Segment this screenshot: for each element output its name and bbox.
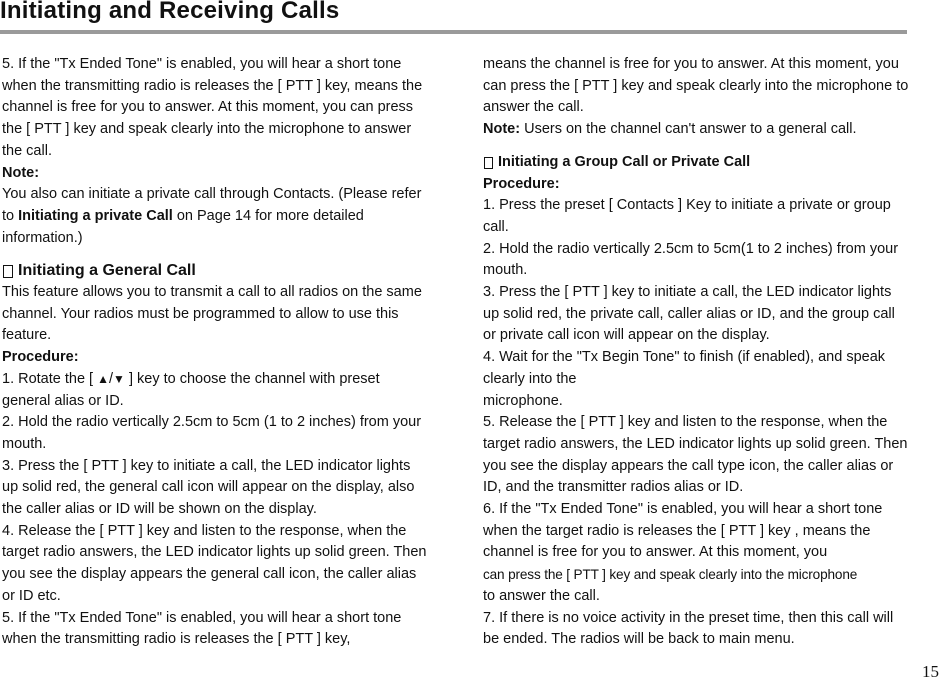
group-step-7: 7. If there is no voice activity in the preset time, then this call will be ended. The radios will be back to main menu. (483, 609, 894, 648)
general-step-3: 3. Press the [ PTT ] key to initiate a call, the LED indicator lights up solid red, the general call icon will appear on the display, also the caller alias or ID will be shown on the display. (2, 457, 415, 518)
group-step-4: 4. Wait for the "Tx Begin Tone" to finish (if enabled), and speak clearly into the (483, 349, 886, 387)
procedure-label: Procedure: (483, 175, 560, 192)
general-step-1 (2, 369, 430, 412)
note-text-before: You also can initiate a private call through Contacts. (Please refer to (2, 186, 422, 224)
page-number: 15 (922, 662, 939, 681)
down-arrow-icon: ▼ (113, 371, 125, 386)
arrow-separator: / (109, 370, 114, 387)
checkbox-square-icon (3, 265, 13, 278)
title-underline (0, 30, 907, 34)
group-step-6-line: can press the [ PTT ] key and speak clearly into the microphone (483, 567, 858, 583)
note-label: Note: (2, 164, 40, 181)
general-step-5-continued: means the channel is free for you to answer. At this moment, you can press the [ PTT ] key and speak clearly into the microphone to answer the call. (483, 56, 909, 116)
group-step-2: 2. Hold the radio vertically 2.5cm to 5cm(1 to 2 inches) from your mouth. (483, 240, 899, 279)
step-1-text-before: 1. Rotate the [ (2, 370, 98, 387)
private-call-reference: Initiating a private Call (18, 207, 173, 224)
group-step-5: 5. Release the [ PTT ] key and listen to the response, when the target radio answers, the LED indicator lights up solid green. Then you see the display appears the call type icon, the caller alias or ID, and the transmitter radios alias or ID. (483, 414, 908, 496)
left-column (2, 54, 430, 651)
general-call-intro: This feature allows you to transmit a call to all radios on the same channel. Your radios must be programmed to allow to use this feature. (2, 284, 422, 344)
general-call-heading-text: Initiating a General Call (18, 262, 196, 280)
group-step-4-continued: microphone. (483, 392, 563, 409)
receive-step-5: 5. If the "Tx Ended Tone" is enabled, you will hear a short tone when the transmitting radio is releases the [ PTT ] key, means the channel is free for you to answer. At this moment, you can press the [ PTT ] key and speak clearly into the microphone to answer the call. (2, 56, 423, 159)
general-step-4: 4. Release the [ PTT ] key and listen to the response, when the target radio answers, the LED indicator lights up solid green. Then you see the display appears the general call icon, the caller alias or ID etc. (2, 522, 427, 604)
note-label: Note: (483, 121, 521, 138)
general-step-5: 5. If the "Tx Ended Tone" is enabled, you will hear a short tone when the transmitting radio is releases the [ PTT ] key, (2, 609, 402, 648)
group-step-6-end: to answer the call. (483, 587, 600, 604)
note-text-after: on Page 14 for more detailed information.) (2, 207, 364, 246)
group-step-1: 1. Press the preset [ Contacts ] Key to initiate a private or group call. (483, 197, 891, 235)
step-1-text-after: ] key to choose the channel with preset general alias or ID. (2, 370, 380, 409)
note-private-call (2, 184, 430, 249)
procedure-label: Procedure: (2, 349, 79, 366)
note-text: Users on the channel can't answer to a general call. (520, 121, 857, 138)
group-call-heading (483, 152, 911, 174)
right-column (483, 54, 911, 651)
group-step-3: 3. Press the [ PTT ] key to initiate a call, the LED indicator lights up solid red, the private call, caller alias or ID, and the group call or private call icon will appear on the display. (483, 284, 895, 344)
general-step-2: 2. Hold the radio vertically 2.5cm to 5cm (1 to 2 inches) from your mouth. (2, 414, 422, 452)
up-arrow-icon: ▲ (97, 371, 110, 386)
general-call-note (483, 119, 911, 141)
page-title: Initiating and Receiving Calls (0, 0, 340, 24)
general-call-heading (2, 260, 430, 282)
checkbox-square-icon (484, 157, 493, 169)
group-call-heading-text: Initiating a Group Call or Private Call (498, 153, 751, 170)
group-step-6: 6. If the "Tx Ended Tone" is enabled, you will hear a short tone when the target radio is releases the [ PTT ] key , means the channel is free for you to answer. At this moment, you (483, 501, 883, 561)
